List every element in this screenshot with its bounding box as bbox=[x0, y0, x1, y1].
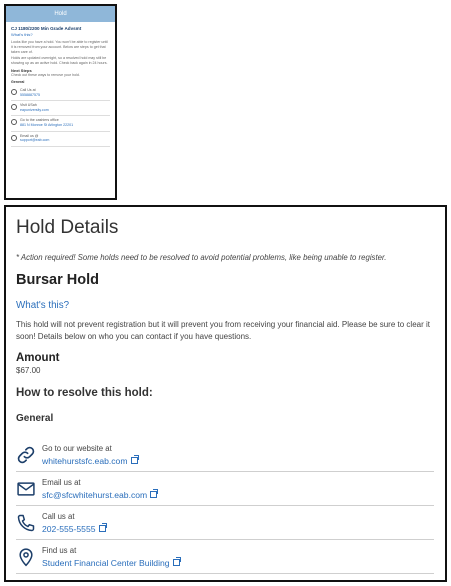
contact-label: Call us at bbox=[42, 511, 75, 521]
email-icon bbox=[11, 135, 17, 141]
mobile-next-steps-heading: Next Steps bbox=[11, 68, 32, 73]
hold-name: Bursar Hold bbox=[16, 272, 99, 288]
contact-label: Go to our website at bbox=[42, 443, 112, 453]
mobile-contact-label: Visit USah bbox=[20, 103, 37, 108]
email-link[interactable] bbox=[42, 490, 157, 500]
website-link-text: whitehurstsfc.eab.com bbox=[42, 455, 128, 466]
map-pin-icon bbox=[11, 119, 17, 125]
location-link[interactable] bbox=[42, 558, 180, 568]
external-link-icon bbox=[131, 457, 138, 464]
page-title: Hold Details bbox=[16, 217, 119, 238]
mobile-contact-value[interactable]: 881 N Monroe St Arlington 22201 bbox=[20, 122, 74, 127]
mobile-paragraph-2: Holds are updated overnight, so a resolved hold may still be showing up as an active hold. Check back again in 24 hours. bbox=[11, 56, 108, 65]
mobile-preview bbox=[4, 4, 117, 200]
mobile-contact-value[interactable]: support@eab.com bbox=[20, 138, 50, 143]
whats-this-link[interactable]: What's this? bbox=[16, 300, 70, 311]
contact-label: Find us at bbox=[42, 545, 77, 555]
hold-description: This hold will not prevent registration but it will prevent you from receiving your financial aid. Please be sure to clear it soon! Details below on who you can contact if you have questions. bbox=[16, 320, 430, 341]
mobile-contact-row[interactable] bbox=[11, 86, 110, 101]
amount-label: Amount bbox=[16, 352, 60, 364]
mobile-contact-label: Email us @ bbox=[20, 133, 39, 138]
external-link-icon bbox=[150, 491, 157, 498]
contact-row-phone bbox=[16, 506, 434, 540]
phone-link-text: 202-555-5555 bbox=[42, 523, 96, 534]
mobile-hold-title: CJ 1180/2200 Min Grade Advsmt bbox=[11, 26, 82, 31]
mobile-contact-row[interactable] bbox=[11, 101, 110, 116]
hold-details-panel bbox=[4, 205, 447, 582]
mobile-whats-this-link[interactable]: What's this? bbox=[11, 32, 33, 37]
general-heading: General bbox=[16, 413, 54, 424]
mobile-paragraph-1: Looks like you have a hold. You won't be able to register until it is removed from your account. Below are steps to get that taken care of. bbox=[11, 40, 108, 54]
contact-row-website bbox=[16, 438, 434, 472]
mobile-next-steps-sub: Check out these ways to remove your hold. bbox=[11, 73, 80, 77]
action-required-notice: * Action required! Some holds need to be resolved to avoid potential problems, like being unable to register. bbox=[16, 253, 387, 262]
mobile-general-heading: General bbox=[11, 80, 25, 84]
phone-link[interactable] bbox=[42, 524, 106, 534]
link-icon bbox=[11, 104, 17, 110]
mobile-header: Hold bbox=[6, 6, 115, 22]
email-icon bbox=[16, 479, 36, 499]
mobile-contact-label: Call Us at bbox=[20, 88, 36, 92]
link-icon bbox=[16, 445, 36, 465]
contact-list bbox=[16, 438, 434, 574]
phone-icon bbox=[16, 513, 36, 533]
contact-label: Email us at bbox=[42, 477, 81, 487]
location-link-text: Student Financial Center Building bbox=[42, 557, 170, 568]
amount-value: $67.00 bbox=[16, 366, 41, 375]
phone-icon bbox=[11, 89, 17, 95]
contact-row-email bbox=[16, 472, 434, 506]
mobile-contact-row[interactable] bbox=[11, 132, 110, 147]
mobile-contact-value[interactable]: eapuniversity.com bbox=[20, 107, 49, 112]
mobile-contact-value[interactable]: 5558887575 bbox=[20, 92, 40, 97]
resolve-heading: How to resolve this hold: bbox=[16, 387, 153, 399]
website-link[interactable] bbox=[42, 456, 138, 466]
mobile-contact-row[interactable] bbox=[11, 116, 110, 131]
external-link-icon bbox=[99, 525, 106, 532]
mobile-contact-label: Go to the cashiers office bbox=[20, 118, 59, 123]
mobile-body bbox=[6, 22, 115, 151]
map-pin-icon bbox=[16, 547, 36, 567]
contact-row-location bbox=[16, 540, 434, 574]
email-link-text: sfc@sfcwhitehurst.eab.com bbox=[42, 489, 148, 500]
external-link-icon bbox=[173, 559, 180, 566]
